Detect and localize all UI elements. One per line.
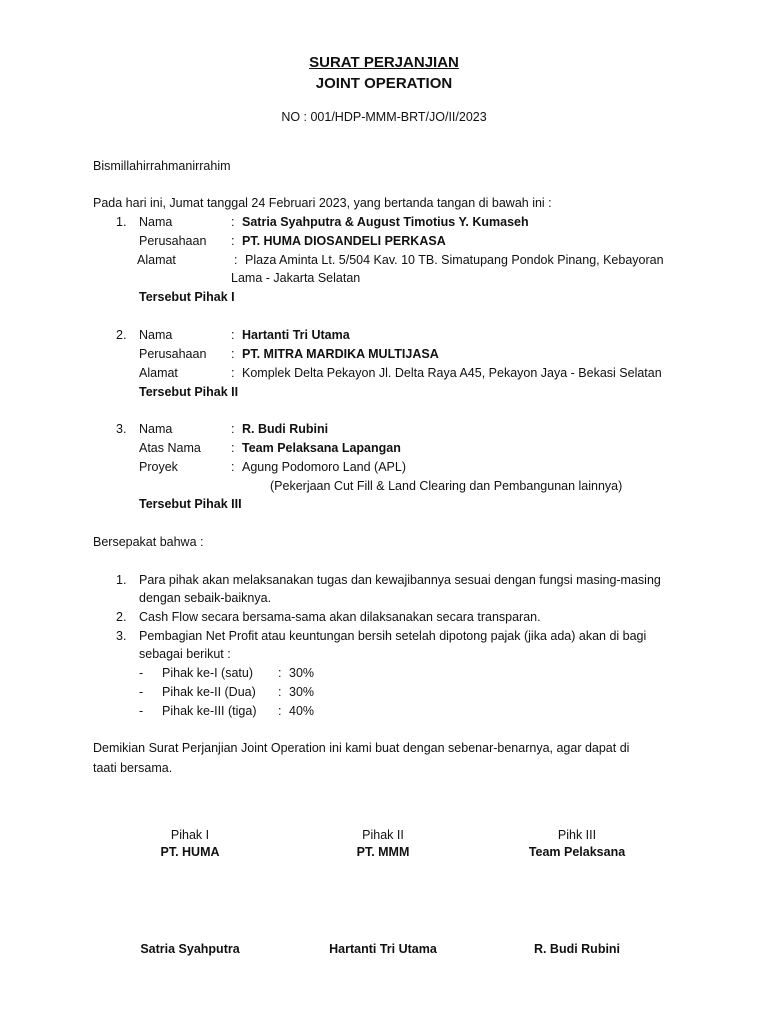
point-3-text: Pembagian Net Profit atau keuntungan bersih setelah dipotong pajak (jika ada) akan di bagi [139,629,647,643]
share-colon: : [278,704,282,718]
closing-text: Demikian Surat Perjanjian Joint Operation ini kami buat dengan sebenar-benarnya, agar dapat di [93,741,630,755]
party-1-company-value: PT. HUMA DIOSANDELI PERKASA [242,234,446,248]
party-2-designation: Tersebut Pihak II [139,385,239,399]
share-dash: - [139,685,144,699]
point-1-text-continuation: dengan sebaik-baiknya. [139,591,272,605]
share-3-value: 40% [289,704,315,718]
party-2-number: 2. [116,328,127,342]
share-2-value: 30% [289,685,315,699]
colon: : [231,347,235,361]
colon: : [231,234,235,248]
party-3-project-label: Proyek [139,460,178,474]
document-subtitle: JOINT OPERATION [315,75,453,92]
party-2-company-label: Perusahaan [139,347,207,361]
document-number: NO : 001/HDP-MMM-BRT/JO/II/2023 [281,110,487,124]
party-2-name-value: Hartanti Tri Utama [242,328,350,342]
signature-3-org: Team Pelaksana [528,845,626,859]
signature-1-name: Satria Syahputra [140,942,240,956]
share-dash: - [139,666,144,680]
share-1-value: 30% [289,666,315,680]
party-2-address-label: Alamat [139,366,178,380]
colon: : [231,328,235,342]
colon: : [231,460,235,474]
party-1-designation: Tersebut Pihak I [139,290,235,304]
party-1-name-label: Nama [139,215,173,229]
signature-1-role: Pihak I [170,828,210,842]
point-2-text: Cash Flow secara bersama-sama akan dilaksanakan secara transparan. [139,610,541,624]
document-title: SURAT PERJANJIAN [309,54,459,71]
signature-1-org: PT. HUMA [160,845,220,859]
party-1-number: 1. [116,215,127,229]
colon: : [231,422,235,436]
party-2-name-label: Nama [139,328,173,342]
opening-text: Bismillahirrahmanirrahim [93,159,231,173]
party-3-number: 3. [116,422,127,436]
colon: : [231,441,235,455]
signature-2-role: Pihak II [362,828,404,842]
point-2-number: 2. [116,610,127,624]
party-3-name-label: Nama [139,422,173,436]
party-3-behalf-value: Team Pelaksana Lapangan [242,441,401,455]
party-1-name-value: Satria Syahputra & August Timotius Y. Kumaseh [242,215,529,229]
party-3-behalf-label: Atas Nama [139,441,201,455]
party-3-project-continuation: (Pekerjaan Cut Fill & Land Clearing dan Pembangunan lainnya) [270,479,623,493]
share-2-label: Pihak ke-II (Dua) [162,685,256,699]
share-1-label: Pihak ke-I (satu) [162,666,254,680]
share-3-label: Pihak ke-III (tiga) [162,704,257,718]
signature-3-name: R. Budi Rubini [533,942,621,956]
point-3-number: 3. [116,629,127,643]
signature-2-org: PT. MMM [356,845,410,859]
closing-text-continuation: taati bersama. [93,761,173,775]
party-1-company-label: Perusahaan [139,234,207,248]
colon: : [234,253,238,267]
share-colon: : [278,685,282,699]
party-3-name-value: R. Budi Rubini [242,422,329,436]
party-1-address-value: Plaza Aminta Lt. 5/504 Kav. 10 TB. Simatupang Pondok Pinang, Kebayoran [245,253,664,267]
party-2-address-value: Komplek Delta Pekayon Jl. Delta Raya A45, Pekayon Jaya - Bekasi Selatan [242,366,662,380]
party-2-company-value: PT. MITRA MARDIKA MULTIJASA [242,347,439,361]
party-3-designation: Tersebut Pihak III [139,497,242,511]
share-dash: - [139,704,144,718]
share-colon: : [278,666,282,680]
signature-3-role: Pihk III [557,828,597,842]
party-3-project-value: Agung Podomoro Land (APL) [242,460,406,474]
colon: : [231,366,235,380]
signature-2-name: Hartanti Tri Utama [329,942,437,956]
point-1-number: 1. [116,573,127,587]
party-1-address-label: Alamat [137,253,176,267]
point-3-text-continuation: sebagai berikut : [139,647,231,661]
agreement-intro: Bersepakat bahwa : [93,535,204,549]
point-1-text: Para pihak akan melaksanakan tugas dan kewajibannya sesuai dengan fungsi masing-masing [139,573,661,587]
party-1-address-continuation: Lama - Jakarta Selatan [231,271,361,285]
colon: : [231,215,235,229]
intro-text: Pada hari ini, Jumat tanggal 24 Februari 2023, yang bertanda tangan di bawah ini : [93,196,552,210]
